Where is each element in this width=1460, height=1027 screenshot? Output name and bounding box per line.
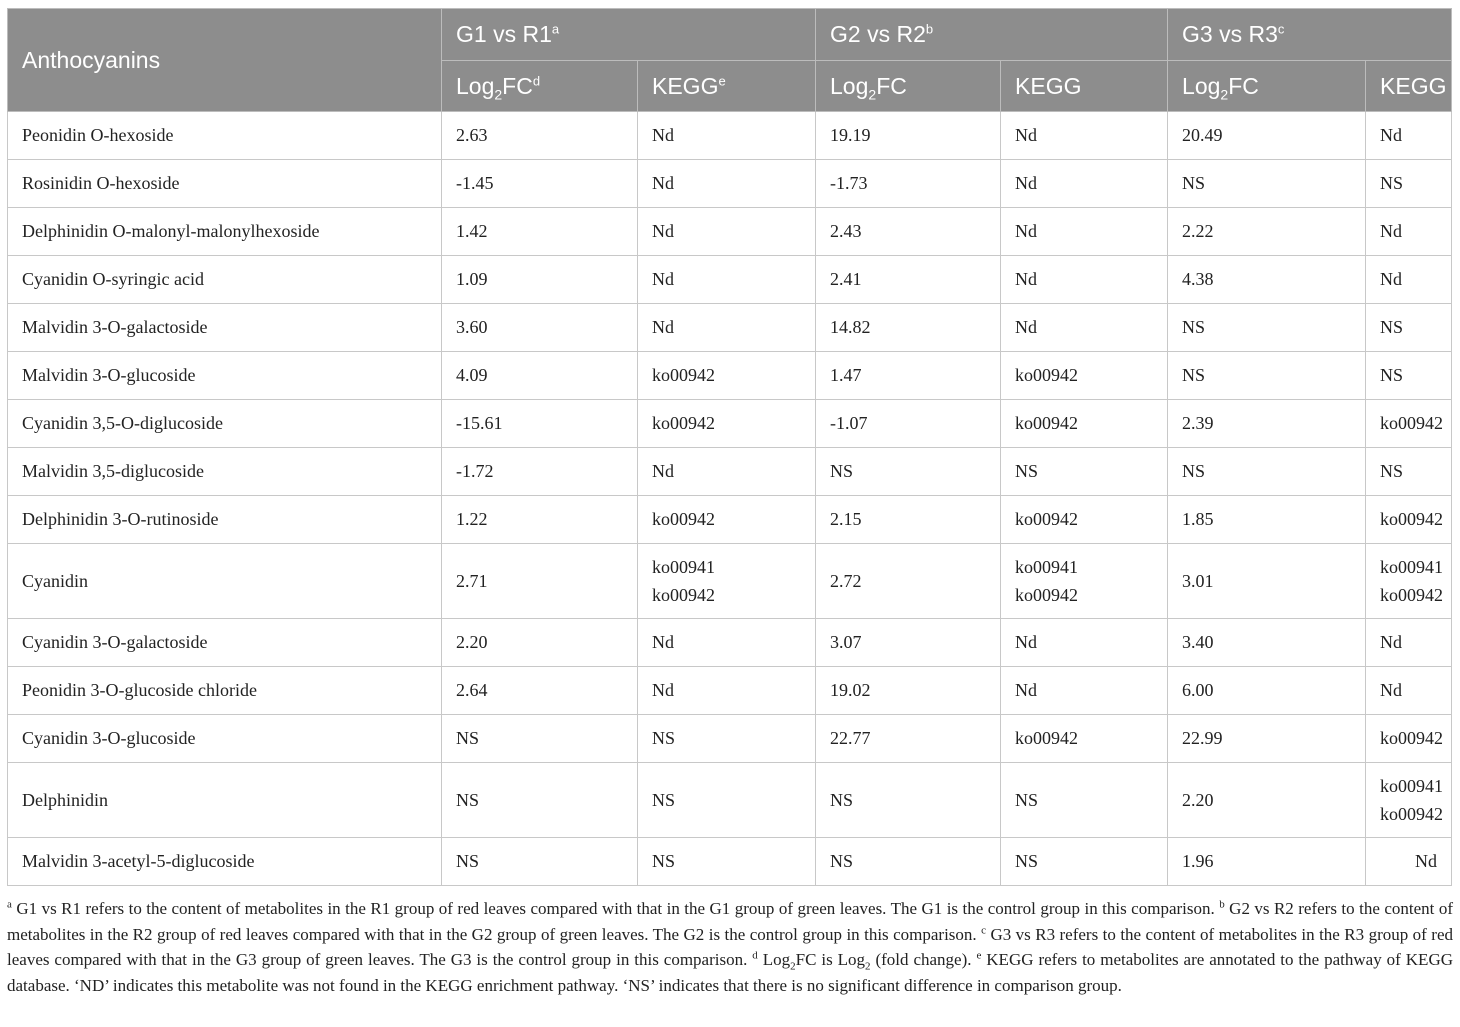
table-cell: 2.20: [1168, 763, 1366, 838]
metabolite-name: Cyanidin 3-O-glucoside: [8, 715, 442, 763]
table-cell: NS: [1168, 352, 1366, 400]
table-row: [8, 619, 1452, 667]
table-cell: Nd: [638, 256, 816, 304]
table-footnote: $^a$ G1 vs R1 refers to the content of metabolites in the R1 group of red leaves compared with that in the G1 group of green leaves. The G1 is the control group in this comparison. $^b$ G2 vs R2 refers to the content of metabolites in the R2 group of red leaves compared with that in the G2 group of green leaves. The G2 is the control group in this comparison. $^c$ G3 vs R3 refers to the content of metabolites in the R3 group of red leaves compared with that in the G3 group of green leaves. The G3 is the control group in this comparison. $^d$ Log$_2$FC is Log$_2$ (fold change). $^e$ KEGG refers to metabolites are annotated to the pathway of KEGG database. ‘ND’ indicates this metabolite was not found in the KEGG enrichment pathway. ‘NS’ indicates that there is no significant difference in comparison group.: [7, 898, 1453, 995]
table-cell: NS: [638, 838, 816, 886]
table-cell: ko00942: [1366, 496, 1452, 544]
table-cell: Nd: [638, 667, 816, 715]
table-cell: Nd: [638, 448, 816, 496]
metabolite-name: Malvidin 3-acetyl-5-diglucoside: [8, 838, 442, 886]
metabolite-name: Cyanidin 3-O-galactoside: [8, 619, 442, 667]
kegg-id: ko00942: [1015, 585, 1079, 605]
table-cell: ko00942: [1366, 400, 1452, 448]
table-row: [8, 352, 1452, 400]
header-kegg-g1: KEGG$^e$: [638, 61, 816, 112]
table-cell: 2.64: [442, 667, 638, 715]
table-cell: 1.22: [442, 496, 638, 544]
metabolite-name: Peonidin O-hexoside: [8, 112, 442, 160]
table-cell: 2.39: [1168, 400, 1366, 448]
table-cell: Nd: [638, 112, 816, 160]
table-cell: 4.09: [442, 352, 638, 400]
table-cell: NS: [442, 715, 638, 763]
table-row: [8, 112, 1452, 160]
table-cell: Nd: [1001, 256, 1168, 304]
table-cell: -1.07: [816, 400, 1001, 448]
table-header: [8, 9, 1452, 112]
table-cell: Nd: [638, 160, 816, 208]
table-cell: 1.96: [1168, 838, 1366, 886]
table-cell: Nd: [1001, 619, 1168, 667]
header-kegg-g3: KEGG: [1366, 61, 1452, 112]
table-cell: NS: [1001, 448, 1168, 496]
table-cell: Nd: [638, 619, 816, 667]
table-row: [8, 304, 1452, 352]
table-cell: Nd: [1366, 838, 1452, 886]
table-cell: NS: [1168, 448, 1366, 496]
table-cell: 19.19: [816, 112, 1001, 160]
metabolite-name: Peonidin 3-O-glucoside chloride: [8, 667, 442, 715]
table-row: [8, 448, 1452, 496]
table-cell: ko00942: [1366, 715, 1452, 763]
table-cell: -1.73: [816, 160, 1001, 208]
table-cell: 14.82: [816, 304, 1001, 352]
table-cell: NS: [1366, 448, 1452, 496]
table-cell: NS: [1366, 304, 1452, 352]
metabolite-name: Delphinidin 3-O-rutinoside: [8, 496, 442, 544]
table-row: [8, 667, 1452, 715]
table-cell: Nd: [638, 304, 816, 352]
header-log2fc-g1: $Log_2FC^d$: [442, 61, 638, 112]
table-cell: 3.01: [1168, 544, 1366, 619]
table-cell: Nd: [1366, 112, 1452, 160]
metabolite-name: Cyanidin O-syringic acid: [8, 256, 442, 304]
table-cell: 19.02: [816, 667, 1001, 715]
metabolite-name: Malvidin 3,5-diglucoside: [8, 448, 442, 496]
table-cell: ko00942: [1001, 352, 1168, 400]
table-cell: NS: [816, 763, 1001, 838]
metabolite-name: Cyanidin 3,5-O-diglucoside: [8, 400, 442, 448]
table-cell: NS: [1366, 352, 1452, 400]
table-cell: 1.09: [442, 256, 638, 304]
header-kegg-g2: KEGG: [1001, 61, 1168, 112]
table-cell: NS: [1366, 160, 1452, 208]
table-container: [7, 8, 1451, 886]
table-cell: Nd: [1366, 208, 1452, 256]
table-cell: NS: [442, 838, 638, 886]
table-cell: Nd: [1001, 304, 1168, 352]
table-cell: ko00942: [1001, 496, 1168, 544]
metabolite-name: Cyanidin: [8, 544, 442, 619]
kegg-id: ko00942: [1380, 585, 1444, 605]
table-cell: -1.72: [442, 448, 638, 496]
table-row: [8, 496, 1452, 544]
table-cell: NS: [442, 763, 638, 838]
table-cell: -1.45: [442, 160, 638, 208]
table-cell: ko00942: [638, 496, 816, 544]
table-cell: 3.60: [442, 304, 638, 352]
table-cell: [1366, 763, 1452, 838]
table-cell: Nd: [1001, 208, 1168, 256]
header-g2-vs-r2: G2 vs R2$^b$: [816, 9, 1168, 61]
kegg-id: ko00941: [1380, 776, 1444, 796]
metabolite-name: Malvidin 3-O-glucoside: [8, 352, 442, 400]
table-cell: 2.20: [442, 619, 638, 667]
kegg-id: ko00941: [652, 557, 715, 577]
table-cell: Nd: [1366, 667, 1452, 715]
table-row: [8, 256, 1452, 304]
table-cell: 6.00: [1168, 667, 1366, 715]
table-row: [8, 763, 1452, 838]
table-cell: 1.47: [816, 352, 1001, 400]
header-g3-vs-r3: G3 vs R3$^c$: [1168, 9, 1452, 61]
table-cell: 20.49: [1168, 112, 1366, 160]
table-body: [8, 112, 1452, 886]
kegg-id: ko00941: [1015, 557, 1079, 577]
table-cell: NS: [1168, 304, 1366, 352]
table-row: [8, 160, 1452, 208]
table-cell: Nd: [1001, 112, 1168, 160]
table-cell: 2.63: [442, 112, 638, 160]
table-cell: Nd: [638, 208, 816, 256]
table-cell: NS: [1001, 838, 1168, 886]
table-cell: 1.42: [442, 208, 638, 256]
table-cell: ko00942: [638, 400, 816, 448]
table-cell: NS: [1168, 160, 1366, 208]
table-cell: NS: [816, 838, 1001, 886]
metabolite-name: Malvidin 3-O-galactoside: [8, 304, 442, 352]
table-cell: 2.72: [816, 544, 1001, 619]
table-cell: 22.99: [1168, 715, 1366, 763]
table-cell: Nd: [1001, 160, 1168, 208]
header-anthocyanins: Anthocyanins: [8, 9, 442, 112]
table-cell: NS: [816, 448, 1001, 496]
metabolite-name: Delphinidin O-malonyl-malonylhexoside: [8, 208, 442, 256]
table-cell: 3.40: [1168, 619, 1366, 667]
table-cell: Nd: [1366, 619, 1452, 667]
table-cell: 22.77: [816, 715, 1001, 763]
table-cell: 2.43: [816, 208, 1001, 256]
metabolite-name: Delphinidin: [8, 763, 442, 838]
kegg-id: ko00941: [1380, 557, 1444, 577]
table-cell: Nd: [1001, 667, 1168, 715]
anthocyanins-table: [7, 8, 1452, 886]
header-log2fc-g3: Log$_2$FC: [1168, 61, 1366, 112]
table-cell: [1001, 544, 1168, 619]
table-cell: ko00942: [1001, 400, 1168, 448]
kegg-id: ko00942: [652, 585, 715, 605]
table-cell: -15.61: [442, 400, 638, 448]
table-cell: ko00942: [638, 352, 816, 400]
metabolite-name: Rosinidin O-hexoside: [8, 160, 442, 208]
table-cell: 2.41: [816, 256, 1001, 304]
table-cell: 2.22: [1168, 208, 1366, 256]
kegg-id: ko00942: [1380, 804, 1444, 824]
table-row: [8, 208, 1452, 256]
table-cell: 4.38: [1168, 256, 1366, 304]
table-cell: NS: [638, 763, 816, 838]
table-cell: 2.71: [442, 544, 638, 619]
table-cell: 1.85: [1168, 496, 1366, 544]
table-cell: 2.15: [816, 496, 1001, 544]
table-cell: NS: [638, 715, 816, 763]
table-row: [8, 400, 1452, 448]
table-cell: 3.07: [816, 619, 1001, 667]
table-row: [8, 715, 1452, 763]
header-log2fc-g2: Log$_2$FC: [816, 61, 1001, 112]
table-row: [8, 544, 1452, 619]
table-cell: NS: [1001, 763, 1168, 838]
table-row: [8, 838, 1452, 886]
table-cell: Nd: [1366, 256, 1452, 304]
header-g1-vs-r1: G1 vs R1$^a$: [442, 9, 816, 61]
table-cell: ko00942: [1001, 715, 1168, 763]
table-cell: [638, 544, 816, 619]
table-cell: [1366, 544, 1452, 619]
